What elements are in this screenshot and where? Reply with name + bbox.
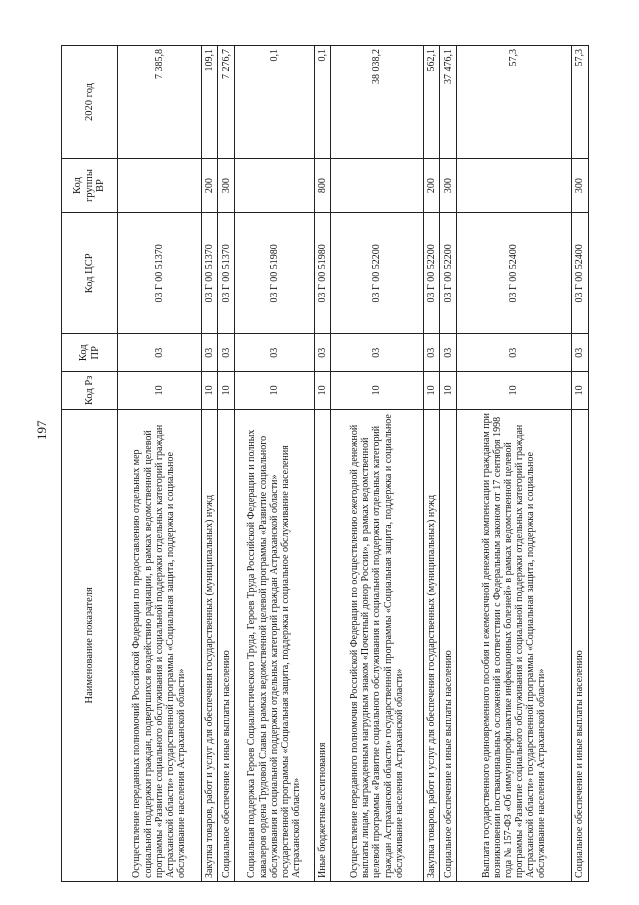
row-name: Социальная поддержка Героев Социалистического Труда, Героев Труда Российской Федерации и полных кавалеров ордена Трудовой Славы в рамках ведомственной целевой программы «Развитие социального обслуживания и социальной поддержки отдельных категорий граждан Астраханской области» государственной программы «Социальная защита, поддержка и социальное обслуживание населения Астраханской области» bbox=[235, 409, 315, 881]
row-name: Социальное обеспечение и иные выплаты населению bbox=[218, 409, 235, 881]
row-rz: 10 bbox=[423, 372, 440, 410]
row-csr: 03 Г 00 51980 bbox=[314, 213, 331, 334]
row-pr: 03 bbox=[331, 334, 423, 372]
row-vr bbox=[118, 158, 202, 212]
row-csr: 03 Г 00 51370 bbox=[201, 213, 218, 334]
row-value: 0,1 bbox=[314, 46, 331, 159]
row-pr: 03 bbox=[572, 334, 589, 372]
table-row bbox=[423, 46, 440, 882]
table-row bbox=[218, 46, 235, 882]
budget-table bbox=[61, 45, 589, 882]
row-vr bbox=[331, 158, 423, 212]
table-row bbox=[331, 46, 423, 882]
row-name: Осуществление переданного полномочия Российской Федерации по осуществлению ежегодной денежной выплаты лицам, награжденным нагрудным знаком «Почетный донор России», в рамках ведомственной целевой программы «Развитие социального обслуживания и социальной поддержки отдельных категорий граждан Астраханской области» государственной программы «Социальная защита, поддержка и социальное обслуживание населения Астраханской области» bbox=[331, 409, 423, 881]
row-csr: 03 Г 00 51370 bbox=[218, 213, 235, 334]
row-value: 7 385,8 bbox=[118, 46, 202, 159]
row-csr: 03 Г 00 52400 bbox=[572, 213, 589, 334]
row-rz: 10 bbox=[457, 372, 572, 410]
table-row bbox=[235, 46, 315, 882]
row-vr: 300 bbox=[218, 158, 235, 212]
row-rz: 10 bbox=[314, 372, 331, 410]
header-vr: Код группы ВР bbox=[62, 158, 118, 212]
row-rz: 10 bbox=[572, 372, 589, 410]
row-name: Иные бюджетные ассигнования bbox=[314, 409, 331, 881]
row-vr: 200 bbox=[423, 158, 440, 212]
row-pr: 03 bbox=[440, 334, 457, 372]
table-header-row bbox=[62, 46, 118, 882]
table-row bbox=[201, 46, 218, 882]
row-csr: 03 Г 00 51370 bbox=[118, 213, 202, 334]
row-pr: 03 bbox=[314, 334, 331, 372]
row-pr: 03 bbox=[457, 334, 572, 372]
row-value: 57,3 bbox=[572, 46, 589, 159]
rotated-table-area bbox=[61, 45, 589, 882]
row-rz: 10 bbox=[201, 372, 218, 410]
table-row bbox=[457, 46, 572, 882]
row-value: 57,3 bbox=[457, 46, 572, 159]
row-vr bbox=[457, 158, 572, 212]
table-row bbox=[314, 46, 331, 882]
header-rz: Код Рз bbox=[62, 372, 118, 410]
row-name: Осуществление переданных полномочий Российской Федерации по предоставлению отдельных мер социальной поддержки граждан, подвергшихся воздействию радиации, в рамках ведомственной целевой программы «Развитие социального обслуживания и социальной поддержки отдельных категорий граждан Астраханской области» государственной программы «Социальная защита, поддержка и социальное обслуживание населения Астраханской области» bbox=[118, 409, 202, 881]
row-pr: 03 bbox=[218, 334, 235, 372]
row-name: Социальное обеспечение и иные выплаты населению bbox=[572, 409, 589, 881]
row-csr: 03 Г 00 52200 bbox=[331, 213, 423, 334]
row-pr: 03 bbox=[201, 334, 218, 372]
row-vr: 300 bbox=[440, 158, 457, 212]
row-name: Социальное обеспечение и иные выплаты населению bbox=[440, 409, 457, 881]
header-pr: Код ПР bbox=[62, 334, 118, 372]
row-csr: 03 Г 00 52400 bbox=[457, 213, 572, 334]
table-row bbox=[118, 46, 202, 882]
row-value: 109,1 bbox=[201, 46, 218, 159]
row-pr: 03 bbox=[118, 334, 202, 372]
row-vr: 300 bbox=[572, 158, 589, 212]
row-pr: 03 bbox=[235, 334, 315, 372]
row-name: Закупка товаров, работ и услуг для обеспечения государственных (муниципальных) нужд bbox=[201, 409, 218, 881]
row-vr: 800 bbox=[314, 158, 331, 212]
row-rz: 10 bbox=[235, 372, 315, 410]
row-value: 7 276,7 bbox=[218, 46, 235, 159]
row-value: 38 038,2 bbox=[331, 46, 423, 159]
rotated-table-inner bbox=[61, 45, 589, 882]
row-value: 37 476,1 bbox=[440, 46, 457, 159]
row-value: 0,1 bbox=[235, 46, 315, 159]
header-csr: Код ЦСР bbox=[62, 213, 118, 334]
table-row bbox=[572, 46, 589, 882]
row-name: Закупка товаров, работ и услуг для обеспечения государственных (муниципальных) нужд bbox=[423, 409, 440, 881]
page-number: 197 bbox=[34, 420, 49, 440]
row-rz: 10 bbox=[331, 372, 423, 410]
row-pr: 03 bbox=[423, 334, 440, 372]
row-vr: 200 bbox=[201, 158, 218, 212]
header-year: 2020 год bbox=[62, 46, 118, 159]
table-row bbox=[440, 46, 457, 882]
row-vr bbox=[235, 158, 315, 212]
row-rz: 10 bbox=[218, 372, 235, 410]
row-rz: 10 bbox=[440, 372, 457, 410]
row-csr: 03 Г 00 52200 bbox=[423, 213, 440, 334]
header-name: Наименование показателя bbox=[62, 409, 118, 881]
row-name: Выплата государственного единовременного пособия и ежемесячной денежной компенсации гражданам при возникновении поствакцинальных осложнений в соответствии с Федеральным законом от 17 сентября 1998 года № 157-ФЗ «Об иммунопрофилактике инфекционных болезней» в рамках ведомственной целевой программы «Развитие социального обслуживания и социальной поддержки отдельных категорий граждан Астраханской области» государственной программы «Социальная защита, поддержка и социальное обслуживание населения Астраханской области» bbox=[457, 409, 572, 881]
row-csr: 03 Г 00 52200 bbox=[440, 213, 457, 334]
row-csr: 03 Г 00 51980 bbox=[235, 213, 315, 334]
row-rz: 10 bbox=[118, 372, 202, 410]
row-value: 562,1 bbox=[423, 46, 440, 159]
